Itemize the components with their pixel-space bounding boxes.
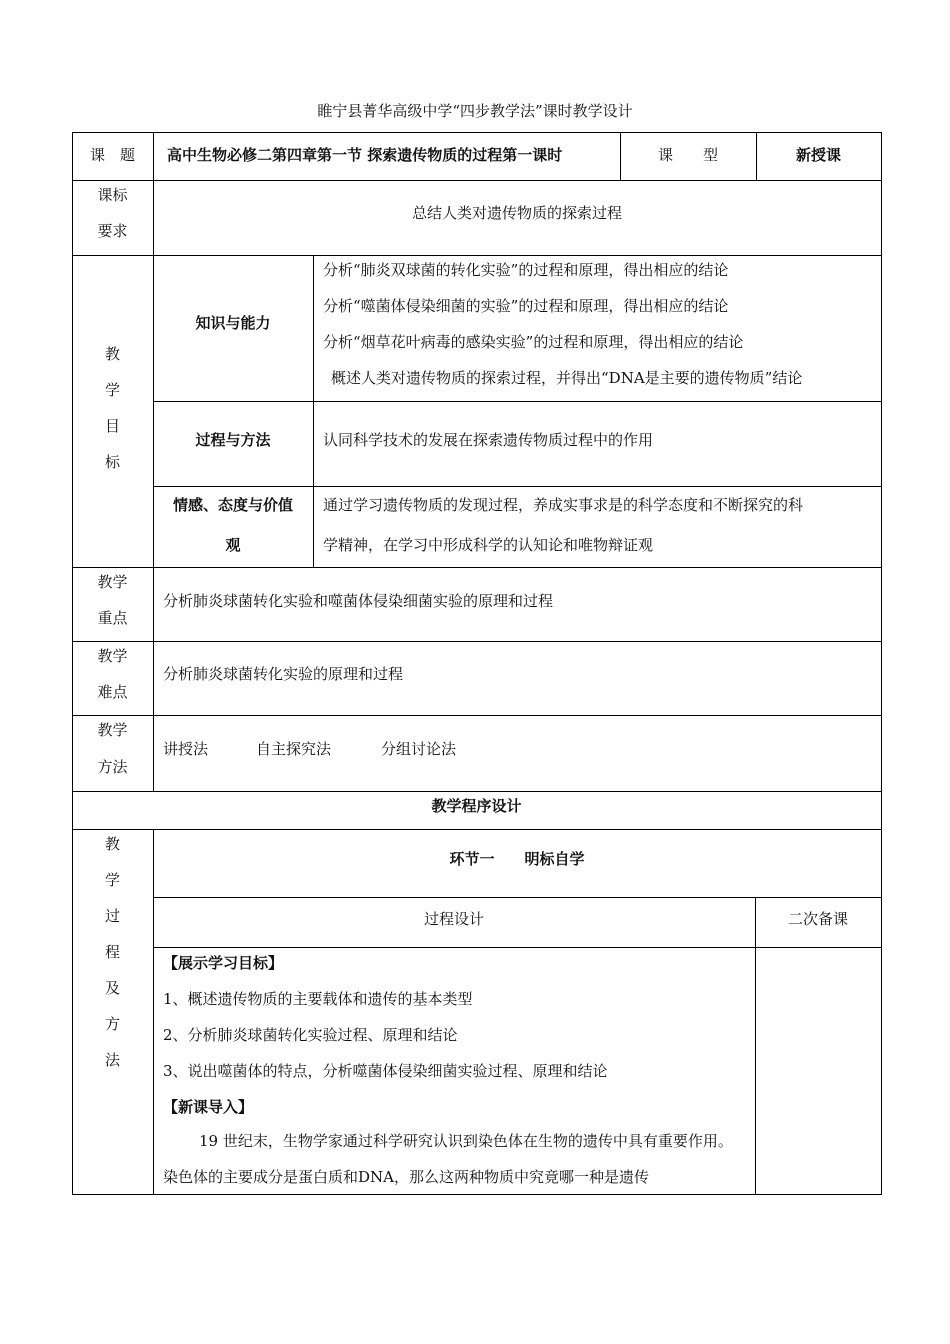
- process-label-char: 方: [104, 1015, 120, 1033]
- standard-label-1: 课标: [97, 186, 128, 204]
- process-method-label: 过程与方法: [195, 431, 271, 449]
- standard-value: 总结人类对遗传物质的探索过程: [411, 204, 622, 222]
- lesson-type-value: 新授课: [795, 146, 841, 164]
- method-item: 自主探究法: [256, 740, 332, 758]
- topic-label: 课 题: [89, 146, 135, 164]
- difficulties-label-1: 教学: [97, 647, 128, 665]
- standard-label-2: 要求: [97, 222, 128, 240]
- objectives-label-char: 目: [104, 417, 120, 435]
- process-label-char: 程: [104, 943, 120, 961]
- emotion-label-2: 观: [225, 536, 241, 554]
- lesson-type-label: 课 型: [657, 146, 718, 164]
- key-points-label-2: 重点: [97, 609, 128, 627]
- process-label-char: 过: [104, 907, 120, 925]
- knowledge-item: 概述人类对遗传物质的探索过程，并得出“DNA是主要的遗传物质”结论: [331, 369, 803, 387]
- stage-title: 环节一 明标自学: [449, 850, 585, 868]
- knowledge-item: 分析“肺炎双球菌的转化实验”的过程和原理，得出相应的结论: [323, 261, 729, 279]
- knowledge-item: 分析“烟草花叶病毒的感染实验”的过程和原理，得出相应的结论: [323, 333, 744, 351]
- objectives-label-char: 标: [104, 453, 120, 471]
- goal-item: 1、概述遗传物质的主要载体和遗传的基本类型: [163, 990, 473, 1008]
- key-points-value: 分析肺炎球菌转化实验和噬菌体侵染细菌实验的原理和过程: [163, 592, 554, 610]
- goal-item: 3、说出噬菌体的特点，分析噬菌体侵染细菌实验过程、原理和结论: [163, 1062, 608, 1080]
- show-goals-heading: 【展示学习目标】: [163, 954, 284, 972]
- intro-heading: 【新课导入】: [163, 1098, 254, 1116]
- process-label-char: 学: [104, 871, 120, 889]
- process-label-char: 法: [104, 1051, 120, 1069]
- process-method-value: 认同科学技术的发展在探索遗传物质过程中的作用: [323, 431, 654, 449]
- process-label-char: 教: [104, 835, 120, 853]
- emotion-label-1: 情感、态度与价值: [172, 496, 293, 514]
- program-design-heading: 教学程序设计: [431, 797, 522, 815]
- goal-item: 2、分析肺炎球菌转化实验过程、原理和结论: [163, 1026, 458, 1044]
- objectives-label-char: 教: [104, 345, 120, 363]
- difficulties-value: 分析肺炎球菌转化实验的原理和过程: [163, 665, 404, 683]
- emotion-value-line: 学精神，在学习中形成科学的认知论和唯物辩证观: [323, 536, 654, 554]
- knowledge-item: 分析“噬菌体侵染细菌的实验”的过程和原理，得出相应的结论: [323, 297, 729, 315]
- knowledge-label: 知识与能力: [195, 314, 271, 332]
- methods-label-2: 方法: [97, 758, 128, 776]
- emotion-value-line: 通过学习遗传物质的发现过程，养成实事求是的科学态度和不断探究的科: [323, 496, 804, 514]
- intro-paragraph: 19 世纪末，生物学家通过科学研究认识到染色体在生物的遗传中具有重要作用。染色体的主要成分是蛋白质和DNA，那么这两种物质中究竟哪一种是遗传: [163, 1132, 733, 1186]
- key-points-label-1: 教学: [97, 573, 128, 591]
- topic-value: 高中生物必修二第四章第一节 探索遗传物质的过程第一课时: [167, 146, 563, 164]
- methods-label-1: 教学: [97, 721, 128, 739]
- prep-header: 二次备课: [787, 910, 848, 928]
- method-item: 讲授法: [163, 740, 209, 758]
- document-title: 睢宁县菁华高级中学“四步教学法”课时教学设计: [317, 102, 633, 120]
- design-header: 过程设计: [423, 910, 484, 928]
- method-item: 分组讨论法: [381, 740, 457, 758]
- process-label-char: 及: [104, 979, 120, 997]
- objectives-label-char: 学: [104, 381, 120, 399]
- difficulties-label-2: 难点: [97, 683, 128, 701]
